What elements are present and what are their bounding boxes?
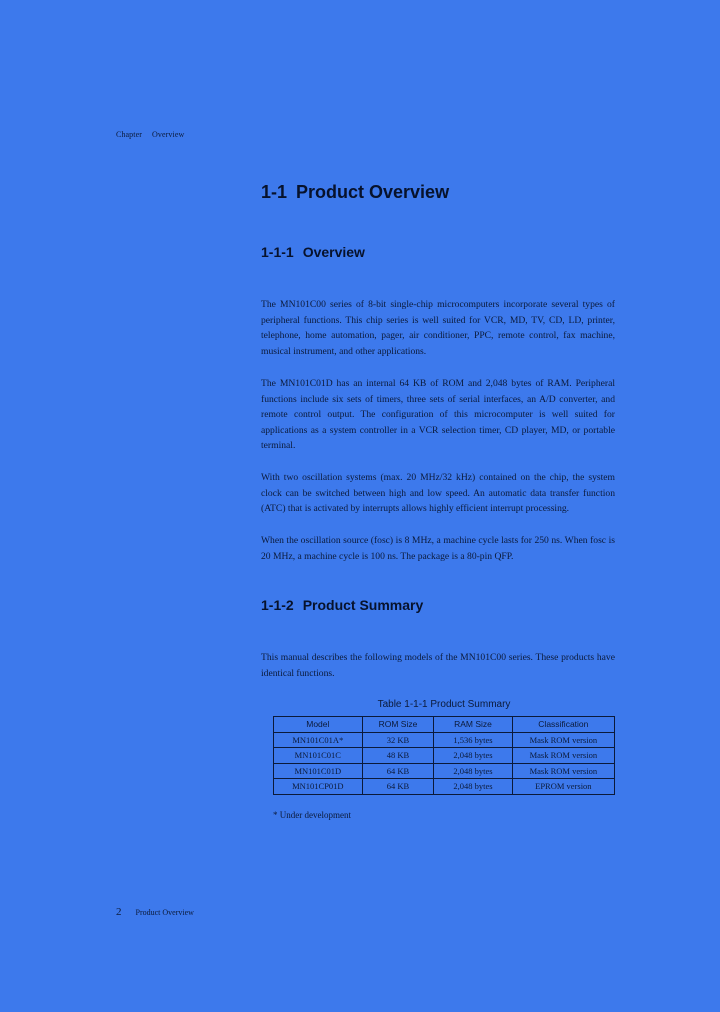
page-title-number: 1-1 [261, 182, 288, 202]
footer-title: Product Overview [135, 908, 194, 917]
table-row [274, 732, 615, 748]
table-cell: 64 KB [362, 779, 434, 795]
table-cell: 32 KB [362, 732, 434, 748]
table-cell: 1,536 bytes [434, 732, 512, 748]
section-number: 1-1-1 [261, 244, 294, 260]
section-number: 1-1-2 [261, 597, 294, 613]
table-footnote: * Under development [273, 810, 351, 820]
table-cell: 64 KB [362, 763, 434, 779]
paragraph: When the oscillation source (fosc) is 8 MHz, a machine cycle lasts for 250 ns. When fosc is 20 MHz, a machine cycle is 100 ns. The package is a 80-pin QFP. [261, 535, 615, 562]
table-cell: Mask ROM version [512, 748, 614, 764]
column-header: Classification [512, 717, 614, 733]
table-cell: MN101C01A* [274, 732, 363, 748]
header-title: Overview [152, 130, 185, 139]
table-caption: Table 1-1-1 Product Summary [377, 699, 511, 710]
paragraph: The MN101C01D has an internal 64 KB of ROM and 2,048 bytes of RAM. Peripheral functions include six sets of timers, three sets of serial interfaces, an A/D converter, and remote control output. The configuration of this microcomputer is well suited for applications as a system controller in a VCR selection timer, CD player, MD, or portable terminal. [261, 378, 615, 452]
table-cell: MN101C01C [274, 748, 363, 764]
table-cell: Mask ROM version [512, 763, 614, 779]
section-heading-overview [261, 244, 365, 260]
table-cell: MN101CP01D [274, 779, 363, 795]
table-cell: 2,048 bytes [434, 779, 512, 795]
section-title: Product Summary [302, 597, 424, 613]
table-cell: 48 KB [362, 748, 434, 764]
table-row [274, 763, 615, 779]
column-header: ROM Size [362, 717, 434, 733]
section-heading-summary [261, 597, 423, 613]
paragraph: This manual describes the following models of the MN101C00 series. These products have identical functions. [261, 652, 615, 679]
table-cell: 2,048 bytes [434, 748, 512, 764]
running-footer [116, 906, 194, 918]
header-chapter: Chapter [116, 130, 143, 139]
section-title: Overview [302, 244, 365, 260]
table-row [274, 779, 615, 795]
paragraph: The MN101C00 series of 8-bit single-chip microcomputers incorporate several types of peripheral functions. This chip series is well suited for VCR, MD, TV, CD, LD, printer, telephone, home automation, pager, air conditioner, PPC, remote control, fax machine, musical instrument, and other applications. [261, 299, 615, 357]
running-header [116, 130, 184, 139]
table-cell: 2,048 bytes [434, 763, 512, 779]
table-cell: Mask ROM version [512, 732, 614, 748]
table-cell: MN101C01D [274, 763, 363, 779]
page-title-text: Product Overview [296, 182, 450, 202]
column-header: Model [274, 717, 363, 733]
table-header-row [274, 717, 615, 733]
paragraph: With two oscillation systems (max. 20 MHz/32 kHz) contained on the chip, the system clock can be switched between high and low speed. An automatic data transfer function (ATC) that is activated by interrupts allows highly efficient interrupt processing. [261, 472, 615, 515]
table-row [274, 748, 615, 764]
table-cell: EPROM version [512, 779, 614, 795]
product-summary-table [273, 716, 615, 795]
column-header: RAM Size [434, 717, 512, 733]
page-title [261, 182, 449, 203]
page-number: 2 [116, 906, 122, 918]
